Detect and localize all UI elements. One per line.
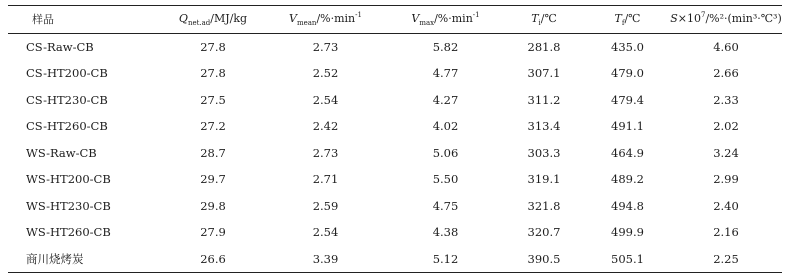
sample-name-cell: WS-HT260-CB	[26, 225, 111, 240]
value-cell: 494.8	[611, 198, 644, 213]
value-cell: 479.4	[611, 92, 644, 107]
header-sup-text: -1	[472, 11, 480, 20]
header-post-text: /%²·(min³·℃³)	[705, 12, 782, 26]
header-sub-text: max	[419, 19, 435, 28]
value-cell: 313.4	[527, 119, 561, 134]
table-row	[8, 166, 782, 193]
value-cell: 5.50	[432, 172, 459, 187]
value-cell: 27.9	[200, 225, 226, 240]
value-cell: 281.8	[527, 39, 561, 54]
sample-name-cell: CS-HT200-CB	[26, 66, 108, 81]
value-cell: 2.54	[312, 225, 339, 240]
table-row	[8, 246, 782, 273]
header-sym-text: S	[670, 12, 678, 26]
sample-name-cell: CS-Raw-CB	[26, 39, 94, 54]
value-cell: 499.9	[611, 225, 644, 240]
value-cell: 27.2	[200, 119, 226, 134]
value-cell: 26.6	[200, 251, 226, 266]
value-cell: 4.75	[432, 198, 459, 213]
header-mean-rate	[263, 6, 388, 34]
value-cell: 29.8	[200, 198, 226, 213]
table-row	[8, 33, 782, 60]
header-sub-text: f	[621, 19, 625, 28]
value-cell: 2.99	[713, 172, 739, 187]
value-cell: 28.7	[200, 145, 226, 160]
value-cell: 303.3	[527, 145, 561, 160]
value-cell: 479.0	[611, 66, 644, 81]
table-body	[8, 33, 782, 273]
value-cell: 321.8	[527, 198, 561, 213]
value-cell: 27.8	[200, 39, 226, 54]
header-sample	[8, 6, 163, 34]
value-cell: 489.2	[611, 172, 644, 187]
value-cell: 491.1	[611, 119, 644, 134]
value-cell: 2.54	[312, 92, 339, 107]
header-sym-text: V	[289, 12, 297, 26]
value-cell: 2.73	[312, 145, 339, 160]
table-row	[8, 87, 782, 114]
header-post-text: /MJ/kg	[210, 12, 248, 26]
value-cell: 5.06	[432, 145, 459, 160]
header-sym-text: T	[531, 12, 539, 26]
value-cell: 3.24	[713, 145, 739, 160]
header-sub-text: mean	[296, 19, 317, 28]
value-cell: 2.40	[713, 198, 739, 213]
header-post-text: 样品	[32, 12, 54, 26]
table-row	[8, 60, 782, 87]
header-pre-text: /%·min	[434, 12, 473, 26]
value-cell: 435.0	[611, 39, 644, 54]
header-sup-text: 7	[700, 11, 706, 20]
header-combustion-index	[670, 6, 782, 34]
value-cell: 5.82	[432, 39, 459, 54]
value-cell: 2.52	[312, 66, 339, 81]
value-cell: 2.33	[713, 92, 739, 107]
value-cell: 505.1	[611, 251, 644, 266]
value-cell: 29.7	[200, 172, 226, 187]
value-cell: 2.71	[312, 172, 339, 187]
sample-name-cell: CS-HT230-CB	[26, 92, 108, 107]
header-sub-text: net.ad	[187, 19, 211, 28]
table-row	[8, 193, 782, 220]
value-cell: 5.12	[432, 251, 459, 266]
value-cell: 2.25	[713, 251, 739, 266]
value-cell: 319.1	[527, 172, 561, 187]
value-cell: 311.2	[527, 92, 561, 107]
header-sym-text: V	[411, 12, 420, 26]
header-pre-text: /℃	[540, 12, 557, 26]
value-cell: 4.77	[432, 66, 459, 81]
sample-name-cell: 商川烧烤炭	[26, 251, 84, 266]
value-cell: 320.7	[527, 225, 561, 240]
sample-name-cell: WS-HT200-CB	[26, 172, 111, 187]
header-sub-text: i	[538, 19, 541, 28]
header-max-rate	[388, 6, 503, 34]
header-net-calorific-value	[163, 6, 263, 34]
value-cell: 2.59	[312, 198, 339, 213]
header-pre-text: ×10	[677, 12, 701, 26]
value-cell: 2.66	[713, 66, 739, 81]
combustion-parameters-table	[8, 5, 782, 273]
value-cell: 2.16	[713, 225, 739, 240]
sample-name-cell: WS-Raw-CB	[26, 145, 97, 160]
header-burnout-temp	[585, 6, 670, 34]
value-cell: 27.8	[200, 66, 226, 81]
header-pre-text: /℃	[624, 12, 641, 26]
sample-name-cell: WS-HT230-CB	[26, 198, 111, 213]
header-sup-text: -1	[355, 11, 362, 20]
value-cell: 4.27	[432, 92, 459, 107]
header-ignition-temp	[503, 6, 585, 34]
header-sym-text: Q	[178, 12, 188, 26]
value-cell: 390.5	[527, 251, 561, 266]
header-pre-text: /%·min	[316, 12, 356, 26]
value-cell: 2.02	[713, 119, 739, 134]
sample-name-cell: CS-HT260-CB	[26, 119, 108, 134]
value-cell: 3.39	[312, 251, 339, 266]
table-row	[8, 140, 782, 167]
header-sym-text: T	[614, 12, 622, 26]
value-cell: 27.5	[200, 92, 226, 107]
table-row	[8, 219, 782, 246]
value-cell: 4.60	[713, 39, 739, 54]
value-cell: 2.42	[312, 119, 339, 134]
table-row	[8, 113, 782, 140]
value-cell: 307.1	[527, 66, 561, 81]
value-cell: 4.02	[432, 119, 459, 134]
value-cell: 464.9	[611, 145, 644, 160]
header-row	[8, 6, 782, 34]
value-cell: 2.73	[312, 39, 339, 54]
value-cell: 4.38	[432, 225, 459, 240]
table-header	[8, 6, 782, 34]
